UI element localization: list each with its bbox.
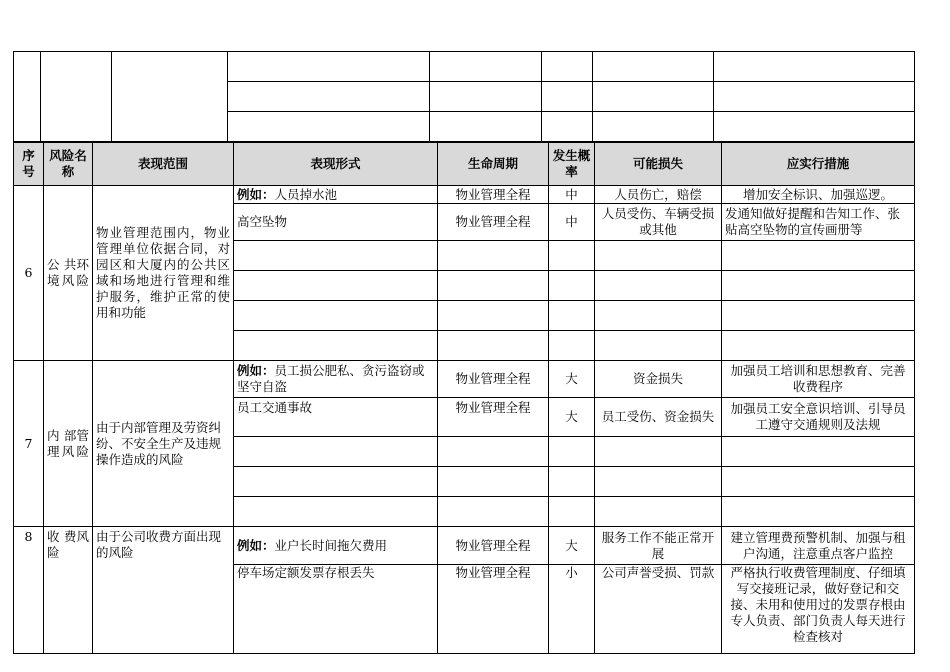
risk-seq: 7 bbox=[14, 361, 44, 527]
risk-loss: 公司声誉受损、罚款 bbox=[595, 565, 722, 654]
empty-cell bbox=[722, 301, 915, 331]
empty-cell bbox=[595, 241, 722, 271]
empty-cell bbox=[542, 82, 593, 112]
risk-seq: 8 bbox=[14, 527, 44, 654]
empty-cell bbox=[549, 437, 595, 467]
risk-name: 公 共环 境风险 bbox=[44, 186, 93, 361]
empty-cell bbox=[438, 271, 549, 301]
empty-cell bbox=[722, 241, 915, 271]
empty-cell bbox=[595, 301, 722, 331]
example-prefix: 例如： bbox=[237, 363, 275, 378]
empty-cell bbox=[595, 497, 722, 527]
empty-cell bbox=[722, 467, 915, 497]
empty-cell bbox=[14, 52, 41, 142]
risk-measures: 加强员工安全意识培训、引导员工遵守交通规则及法规 bbox=[722, 398, 915, 437]
risk-measures: 建立管理费预警机制、加强与租户沟通，注意重点客户监控 bbox=[722, 527, 915, 565]
risk-scope: 由于公司收费方面出现的风险 bbox=[93, 527, 234, 654]
empty-cell bbox=[593, 52, 714, 82]
empty-cell bbox=[430, 112, 542, 142]
risk-form: 例如：员工损公肥私、贪污盗窃或坚守自盗 bbox=[234, 361, 438, 398]
risk-measures: 加强员工培训和思想教育、完善收费程序 bbox=[722, 361, 915, 398]
empty-cell bbox=[595, 437, 722, 467]
empty-cell bbox=[438, 241, 549, 271]
empty-cell bbox=[549, 301, 595, 331]
empty-cell bbox=[722, 437, 915, 467]
risk-scope: 物业管理范围内，物业管理单位依据合同，对园区和大厦内的公共区域和场地进行管理和维护服务，维护正常的使用和功能 bbox=[93, 186, 234, 361]
risk-probability: 中 bbox=[549, 204, 595, 241]
risk-loss: 服务工作不能正常开展 bbox=[595, 527, 722, 565]
empty-cell bbox=[549, 271, 595, 301]
empty-cell bbox=[549, 241, 595, 271]
risk-measures: 严格执行收费管理制度、仔细填写交接班记录，做好登记和交接、未用和使用过的发票存根由专人负责、部门负责人每天进行检查核对 bbox=[722, 565, 915, 654]
empty-cell bbox=[430, 52, 542, 82]
risk-loss: 资金损失 bbox=[595, 361, 722, 398]
risk-lifecycle: 物业管理全程 bbox=[438, 398, 549, 437]
example-prefix: 例如： bbox=[237, 186, 275, 202]
header-measures: 应实行措施 bbox=[722, 143, 915, 186]
empty-cell bbox=[438, 467, 549, 497]
header-scope: 表现范围 bbox=[93, 143, 234, 186]
header-lifecycle: 生命周期 bbox=[438, 143, 549, 186]
empty-cell bbox=[542, 112, 593, 142]
risk-lifecycle: 物业管理全程 bbox=[438, 565, 549, 654]
continued-table-fragment bbox=[13, 51, 915, 142]
risk-lifecycle: 物业管理全程 bbox=[438, 186, 549, 204]
empty-cell bbox=[714, 82, 915, 112]
empty-cell bbox=[593, 82, 714, 112]
empty-cell bbox=[722, 331, 915, 361]
empty-cell bbox=[234, 467, 438, 497]
empty-cell bbox=[438, 331, 549, 361]
empty-cell bbox=[228, 82, 430, 112]
risk-form: 例如：业户长时间拖欠费用 bbox=[234, 527, 438, 565]
risk-probability: 大 bbox=[549, 527, 595, 565]
empty-cell bbox=[234, 497, 438, 527]
empty-cell bbox=[549, 467, 595, 497]
risk-name: 收 费风险 bbox=[44, 527, 93, 654]
risk-scope: 由于内部管理及劳资纠纷、不安全生产及违规操作造成的风险 bbox=[93, 361, 234, 527]
risk-form: 高空坠物 bbox=[234, 204, 438, 241]
empty-cell bbox=[549, 497, 595, 527]
empty-cell bbox=[234, 271, 438, 301]
empty-cell bbox=[234, 437, 438, 467]
empty-cell bbox=[595, 331, 722, 361]
risk-seq: 6 bbox=[14, 186, 44, 361]
empty-cell bbox=[542, 52, 593, 82]
risk-measures: 发通知做好提醒和告知工作、张贴高空坠物的宣传画册等 bbox=[722, 204, 915, 241]
empty-cell bbox=[430, 82, 542, 112]
example-prefix: 例如： bbox=[237, 537, 275, 553]
empty-cell bbox=[438, 497, 549, 527]
risk-form: 员工交通事故 bbox=[234, 398, 438, 437]
risk-measures: 增加安全标识、加强巡逻。 bbox=[722, 186, 915, 204]
risk-probability: 大 bbox=[549, 361, 595, 398]
header-row bbox=[14, 143, 915, 186]
header-probability: 发生概率 bbox=[549, 143, 595, 186]
empty-cell bbox=[714, 112, 915, 142]
empty-cell bbox=[234, 301, 438, 331]
risk-probability: 小 bbox=[549, 565, 595, 654]
empty-cell bbox=[722, 497, 915, 527]
empty-cell bbox=[234, 331, 438, 361]
risk-lifecycle: 物业管理全程 bbox=[438, 204, 549, 241]
risk-lifecycle: 物业管理全程 bbox=[438, 527, 549, 565]
empty-cell bbox=[595, 467, 722, 497]
table-row bbox=[14, 527, 915, 565]
risk-probability: 大 bbox=[549, 398, 595, 437]
risk-name: 内 部管 理风险 bbox=[44, 361, 93, 527]
empty-cell bbox=[234, 241, 438, 271]
empty-cell bbox=[438, 301, 549, 331]
empty-cell bbox=[714, 52, 915, 82]
empty-cell bbox=[112, 52, 228, 142]
header-name: 风险名称 bbox=[44, 143, 93, 186]
empty-cell bbox=[228, 112, 430, 142]
empty-cell bbox=[438, 437, 549, 467]
table-row bbox=[14, 361, 915, 398]
risk-table bbox=[13, 142, 915, 654]
risk-form: 例如：人员掉水池 bbox=[234, 186, 438, 204]
risk-form: 停车场定额发票存根丢失 bbox=[234, 565, 438, 654]
empty-cell bbox=[722, 271, 915, 301]
risk-loss: 人员伤亡，赔偿 bbox=[595, 186, 722, 204]
empty-cell bbox=[595, 271, 722, 301]
empty-cell bbox=[593, 112, 714, 142]
empty-cell bbox=[41, 52, 112, 142]
table-row bbox=[14, 186, 915, 204]
header-form: 表现形式 bbox=[234, 143, 438, 186]
risk-probability: 中 bbox=[549, 186, 595, 204]
risk-loss: 员工受伤、资金损失 bbox=[595, 398, 722, 437]
header-loss: 可能损失 bbox=[595, 143, 722, 186]
empty-cell bbox=[549, 331, 595, 361]
risk-loss: 人员受伤、车辆受损或其他 bbox=[595, 204, 722, 241]
risk-lifecycle: 物业管理全程 bbox=[438, 361, 549, 398]
header-seq: 序号 bbox=[14, 143, 44, 186]
empty-cell bbox=[228, 52, 430, 82]
